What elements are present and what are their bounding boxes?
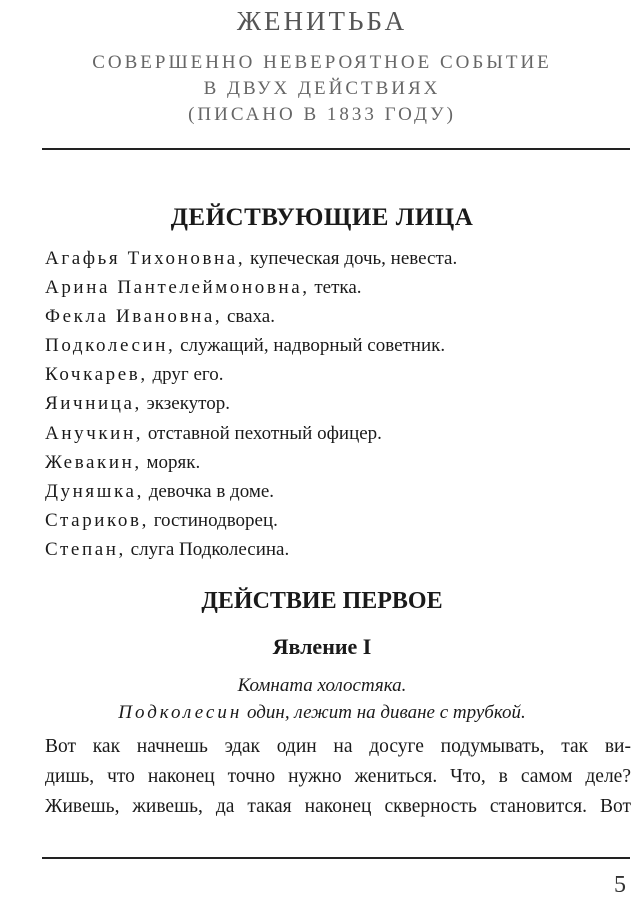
cast-name: Фекла Ивановна, <box>45 306 223 328</box>
cast-item <box>45 389 635 418</box>
cast-name: Яичница, <box>45 393 142 415</box>
cast-name: Агафья Тихоновна, <box>45 248 246 269</box>
cast-desc: экзекутор. <box>146 393 230 415</box>
play-title: ЖЕНИТЬБА <box>236 6 408 36</box>
dialogue-text <box>45 732 631 822</box>
text-line: дишь, что наконец точно нужно жениться. Что, в самом деле? <box>45 766 631 787</box>
cast-desc: отставной пехотный офицер. <box>147 422 382 444</box>
cast-item <box>45 244 635 273</box>
cast-heading: ДЕЙСТВУЮЩИЕ ЛИЦА <box>170 204 474 231</box>
cast-name: Дуняшка, <box>45 480 144 502</box>
cast-desc: моряк. <box>146 451 201 473</box>
act-heading: ДЕЙСТВИЕ ПЕРВОЕ <box>201 588 443 614</box>
cast-item <box>45 535 635 564</box>
text-line: Вот как начнешь эдак один на досуге подумывать, так ви- <box>45 736 631 757</box>
subtitle-line-2: В ДВУХ ДЕЙСТВИЯХ <box>203 78 441 99</box>
cast-item <box>45 506 635 535</box>
cast-item <box>45 448 635 477</box>
cast-name: Подколесин, <box>45 335 176 357</box>
cast-name: Стариков, <box>45 509 149 531</box>
cast-desc: купеческая дочь, невеста. <box>249 248 458 269</box>
cast-desc: друг его. <box>152 364 224 386</box>
cast-item <box>45 331 635 360</box>
cast-name: Жевакин, <box>45 451 142 473</box>
cast-item <box>45 477 635 506</box>
cast-desc: девочка в доме. <box>148 480 275 502</box>
cast-name: Кочкарев, <box>45 364 148 386</box>
cast-item <box>45 419 635 448</box>
direction-character: Подколесин <box>118 702 243 723</box>
subtitle-line-1: СОВЕРШЕННО НЕВЕРОЯТНОЕ СОБЫТИЕ <box>92 52 552 73</box>
header-rule <box>42 148 630 150</box>
cast-desc: сваха. <box>226 306 275 328</box>
cast-desc: тетка. <box>314 277 362 299</box>
direction-text: один, лежит на диване с трубкой. <box>242 702 526 723</box>
scene-heading: Явление I <box>272 634 372 659</box>
stage-direction-2 <box>0 702 644 724</box>
cast-list <box>45 244 635 564</box>
cast-item <box>45 360 635 389</box>
cast-name: Анучкин, <box>45 422 144 444</box>
cast-desc: гостинодворец. <box>153 509 278 531</box>
text-line: Живешь, живешь, да такая наконец скверность становится. Вот <box>45 796 631 817</box>
stage-direction-1: Комната холостяка. <box>237 675 407 696</box>
cast-item <box>45 273 635 302</box>
cast-desc: служащий, надворный советник. <box>180 335 446 357</box>
cast-item <box>45 302 635 331</box>
cast-desc: слуга Подколесина. <box>130 538 290 560</box>
cast-name: Арина Пантелеймоновна, <box>45 277 310 299</box>
page-number: 5 <box>614 872 626 898</box>
cast-name: Степан, <box>45 538 126 560</box>
subtitle-line-3: (ПИСАНО В 1833 ГОДУ) <box>188 104 456 125</box>
footer-rule <box>42 857 630 859</box>
